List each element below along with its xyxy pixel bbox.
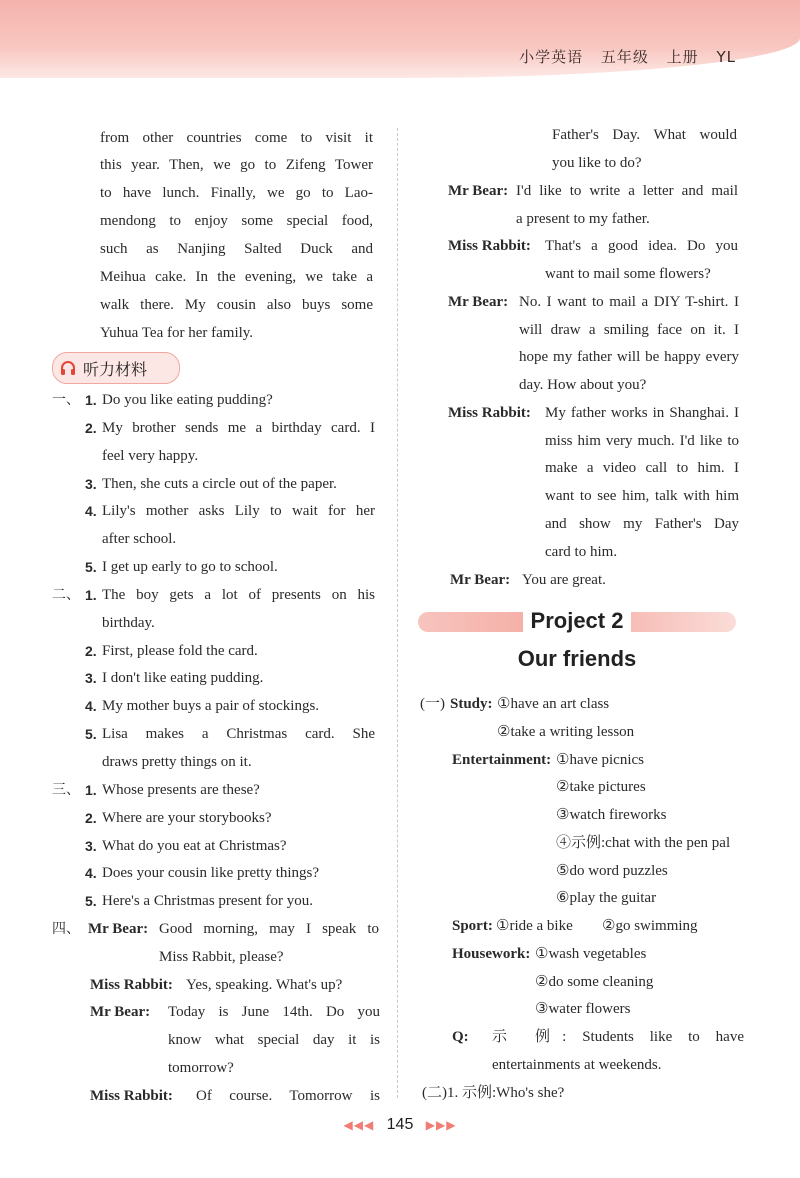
- dialogue-text: want to mail some flowers?: [545, 266, 711, 282]
- section-label: 四、: [52, 921, 80, 937]
- item-number: 2.: [85, 643, 97, 659]
- part-two: (二)1. 示例:Who's she?: [422, 1085, 565, 1101]
- header-volume: 上册: [666, 48, 699, 66]
- item-number: 4.: [85, 503, 97, 519]
- item-number: 5.: [85, 893, 97, 909]
- speaker: Mr Bear:: [90, 1004, 151, 1020]
- dialogue-text: hope my father will be happy every: [519, 349, 739, 365]
- item-number: 2.: [85, 420, 97, 436]
- headphones-icon: [59, 359, 77, 377]
- passage-line: mendong to enjoy some special food,: [100, 213, 373, 229]
- speaker: Miss Rabbit:: [90, 1088, 173, 1104]
- dialogue-text: and show my Father's Day: [545, 516, 739, 532]
- dialogue-text: miss him very much. I'd like to: [545, 433, 739, 449]
- answer-item: ③water flowers: [535, 1001, 631, 1017]
- dialogue-text: Miss Rabbit, please?: [159, 949, 284, 965]
- dialogue-text: day. How about you?: [519, 377, 647, 393]
- answer-item: ②take pictures: [556, 779, 646, 795]
- listening-title: 听力材料: [83, 360, 148, 379]
- answer-item: ②do some cleaning: [535, 974, 654, 990]
- item-text: First, please fold the card.: [102, 643, 258, 659]
- item-text: Where are your storybooks?: [102, 810, 272, 826]
- section-label: 一、: [52, 392, 80, 408]
- page-footer: [0, 1116, 800, 1134]
- dialogue-text: I'd like to write a letter and mail: [516, 183, 738, 199]
- answer-item: 示 例: Students like to have: [492, 1029, 744, 1045]
- dialogue-text: will draw a smiling face on it. I: [519, 322, 739, 338]
- answer-item: ①have picnics: [556, 752, 645, 768]
- item-text: after school.: [102, 531, 177, 547]
- header-edition: YL: [716, 48, 736, 66]
- category-label: Q:: [452, 1029, 469, 1045]
- dialogue-text: a present to my father.: [516, 211, 650, 227]
- project-title-text: Project 2: [523, 608, 632, 633]
- item-text: My brother sends me a birthday card. I: [102, 420, 375, 436]
- answer-item: ①ride a bike: [496, 918, 573, 934]
- speaker: Miss Rabbit:: [90, 977, 173, 993]
- passage-line: walk there. My cousin also buys some: [100, 297, 373, 313]
- passage-line: such as Nanjing Salted Duck and: [100, 241, 373, 257]
- part-label: (一): [420, 696, 445, 712]
- item-number: 4.: [85, 865, 97, 881]
- item-text: feel very happy.: [102, 448, 199, 464]
- answer-item: entertainments at weekends.: [492, 1057, 662, 1073]
- dialogue-text: you like to do?: [552, 155, 642, 171]
- left-arrows-icon: ◀◀◀: [343, 1118, 375, 1132]
- speaker: Miss Rabbit:: [448, 238, 531, 254]
- listening-badge: [52, 352, 180, 384]
- speaker: Mr Bear:: [448, 183, 509, 199]
- item-text: What do you eat at Christmas?: [102, 838, 287, 854]
- item-text: Here's a Christmas present for you.: [102, 893, 313, 909]
- dialogue-text: No. I want to mail a DIY T-shirt. I: [519, 294, 739, 310]
- item-number: 3.: [85, 670, 97, 686]
- dialogue-text: tomorrow?: [168, 1060, 234, 1076]
- item-text: Do you like eating pudding?: [102, 392, 273, 408]
- category-label: Housework:: [452, 946, 531, 962]
- section-label: 三、: [52, 782, 80, 798]
- dialogue-text: want to see him, talk with him: [545, 488, 739, 504]
- item-number: 5.: [85, 726, 97, 742]
- header-title: [507, 46, 736, 67]
- item-text: My mother buys a pair of stockings.: [102, 698, 320, 714]
- item-number: 4.: [85, 698, 97, 714]
- item-number: 1.: [85, 392, 97, 408]
- passage-line: Meihua cake. In the evening, we take a: [100, 269, 373, 285]
- passage-line: this year. Then, we go to Zifeng Tower: [100, 157, 373, 173]
- passage-line: from other countries come to visit it: [100, 130, 373, 146]
- category-label: Sport:: [452, 918, 493, 934]
- dialogue-text: Good morning, may I speak to: [159, 921, 379, 937]
- answer-item: ④示例:chat with the pen pal: [556, 835, 731, 851]
- dialogue-text: card to him.: [545, 544, 618, 560]
- passage-line: to have lunch. Finally, we go to Lao-: [100, 185, 373, 201]
- dialogue-text: You are great.: [522, 572, 606, 588]
- section-label: 二、: [52, 587, 80, 603]
- right-arrows-icon: ▶▶▶: [425, 1118, 457, 1132]
- dialogue-text: My father works in Shanghai. I: [545, 405, 739, 421]
- speaker: Miss Rabbit:: [448, 405, 531, 421]
- speaker: Mr Bear:: [450, 572, 511, 588]
- dialogue-text: Yes, speaking. What's up?: [186, 977, 343, 993]
- dialogue-text: Of course. Tomorrow is: [196, 1088, 380, 1104]
- dialogue-text: Today is June 14th. Do you: [168, 1004, 380, 1020]
- header-subject: 小学英语: [519, 48, 584, 66]
- item-number: 5.: [85, 559, 97, 575]
- category-label: Study:: [450, 696, 493, 712]
- dialogue-text: know what special day it is: [168, 1032, 380, 1048]
- project-title: [418, 608, 736, 634]
- item-text: Lisa makes a Christmas card. She: [102, 726, 375, 742]
- item-text: birthday.: [102, 615, 155, 631]
- item-number: 2.: [85, 810, 97, 826]
- item-text: I don't like eating pudding.: [102, 670, 264, 686]
- item-text: I get up early to go to school.: [102, 559, 278, 575]
- item-number: 1.: [85, 587, 97, 603]
- dialogue-text: Father's Day. What would: [552, 127, 737, 143]
- passage-line: Yuhua Tea for her family.: [100, 325, 254, 341]
- answer-item: ⑤do word puzzles: [556, 863, 668, 879]
- answer-item: ②go swimming: [602, 918, 698, 934]
- answer-item: ①have an art class: [497, 696, 610, 712]
- answer-item: ①wash vegetables: [535, 946, 647, 962]
- header-grade: 五年级: [600, 48, 649, 66]
- speaker: Mr Bear:: [448, 294, 509, 310]
- item-text: draws pretty things on it.: [102, 754, 252, 770]
- item-number: 3.: [85, 476, 97, 492]
- item-number: 3.: [85, 838, 97, 854]
- item-text: Then, she cuts a circle out of the paper.: [102, 476, 337, 492]
- answer-item: ③watch fireworks: [556, 807, 667, 823]
- dialogue-text: make a video call to him. I: [545, 460, 739, 476]
- item-text: Lily's mother asks Lily to wait for her: [102, 503, 375, 519]
- column-divider: [397, 128, 398, 1098]
- speaker: Mr Bear:: [88, 921, 149, 937]
- item-text: The boy gets a lot of presents on his: [102, 587, 375, 603]
- project-subtitle: Our friends: [517, 646, 637, 671]
- category-label: Entertainment:: [452, 752, 552, 768]
- item-text: Whose presents are these?: [102, 782, 260, 798]
- item-number: 1.: [85, 782, 97, 798]
- item-text: Does your cousin like pretty things?: [102, 865, 320, 881]
- dialogue-text: That's a good idea. Do you: [545, 238, 738, 254]
- answer-item: ⑥play the guitar: [556, 890, 657, 906]
- page-number: 145: [386, 1116, 414, 1133]
- answer-item: ②take a writing lesson: [497, 724, 635, 740]
